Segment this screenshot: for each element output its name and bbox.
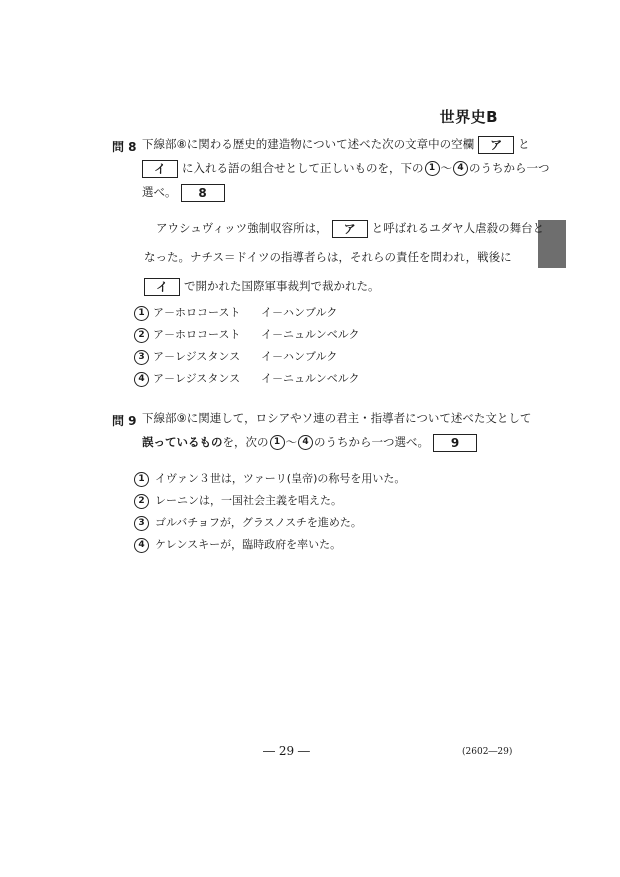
subject-title: 世界史B (439, 108, 498, 126)
q9-tilde: ～ (285, 435, 297, 449)
q9-number: 問 9 (112, 414, 137, 428)
option-mark: 4 (134, 538, 149, 553)
option-text: ゴルバチョフが，グラスノスチを進めた。 (155, 516, 362, 529)
q8-stem (142, 132, 550, 204)
q8-line2b: のうちから一つ (469, 161, 550, 175)
option-a: ア－レジスタンス (153, 350, 241, 363)
q8-option-1[interactable] (133, 303, 433, 323)
page-number: ― 29 ― (263, 744, 310, 758)
q8-number: 問 8 (112, 140, 137, 154)
q9-line2b: のうちから一つ選べ。 (314, 435, 429, 449)
option-b: イ－ニュルンベルク (261, 372, 360, 385)
option-mark: 1 (134, 306, 149, 321)
q9-option-4[interactable] (133, 535, 453, 555)
passage-line1a: アウシュヴィッツ強制収容所は， (156, 221, 328, 235)
q8-line1: 下線部⑧に関わる歴史的建造物について述べた次の文章中の空欄 (142, 137, 475, 151)
q8-answer-box: 8 (181, 184, 225, 202)
option-text: レーニンは，一国社会主義を唱えた。 (155, 494, 342, 507)
q9-emphasis: 誤っているもの (142, 435, 223, 449)
q8-circle-1: 1 (425, 161, 440, 176)
q9-option-1[interactable] (133, 469, 453, 489)
passage-line2: なった。ナチス＝ドイツの指導者らは，それらの責任を問われ，戦後に (144, 250, 512, 264)
q9-line1: 下線部⑨に関連して，ロシアやソ連の君主・指導者について述べた文として (142, 411, 532, 425)
q8-option-2[interactable] (133, 325, 433, 345)
q8-passage (144, 214, 545, 301)
q9-circle-1: 1 (270, 435, 285, 450)
option-text: ケレンスキーが，臨時政府を率いた。 (155, 538, 342, 551)
option-b: イ－ハンブルク (261, 350, 338, 363)
option-text: イヴァン３世は，ツァーリ(皇帝)の称号を用いた。 (155, 472, 406, 485)
option-mark: 3 (134, 350, 149, 365)
option-a: ア－ホロコースト (153, 328, 241, 341)
option-b: イ－ニュルンベルク (261, 328, 360, 341)
q8-line3: 選べ。 (142, 185, 177, 199)
passage-line3: で開かれた国際軍事裁判で裁かれた。 (184, 279, 380, 293)
option-a: ア－ホロコースト (153, 306, 241, 319)
q8-tilde: ～ (440, 161, 452, 175)
option-mark: 2 (134, 328, 149, 343)
option-mark: 1 (134, 472, 149, 487)
q9-option-2[interactable] (133, 491, 453, 511)
q9-circle-4: 4 (298, 435, 313, 450)
page-code: (2602―29) (462, 747, 513, 757)
q8-circle-4: 4 (453, 161, 468, 176)
q8-line1-end: と (518, 137, 530, 151)
option-mark: 3 (134, 516, 149, 531)
q8-blank-i-box: イ (142, 160, 178, 178)
option-mark: 4 (134, 372, 149, 387)
q9-stem (142, 406, 532, 454)
q8-line2a: に入れる語の組合せとして正しいものを，下の (182, 161, 424, 175)
q9-option-3[interactable] (133, 513, 453, 533)
passage-blank-a-box: ア (332, 220, 368, 238)
q9-line2a: を，次の (222, 435, 269, 449)
passage-blank-i-box: イ (144, 278, 180, 296)
option-b: イ－ハンブルク (261, 306, 338, 319)
option-a: ア－レジスタンス (153, 372, 241, 385)
q8-option-4[interactable] (133, 369, 433, 389)
q8-option-3[interactable] (133, 347, 433, 367)
q8-blank-a-box: ア (478, 136, 514, 154)
q9-answer-box: 9 (433, 434, 477, 452)
passage-line1b: と呼ばれるユダヤ人虐殺の舞台と (371, 221, 545, 235)
option-mark: 2 (134, 494, 149, 509)
